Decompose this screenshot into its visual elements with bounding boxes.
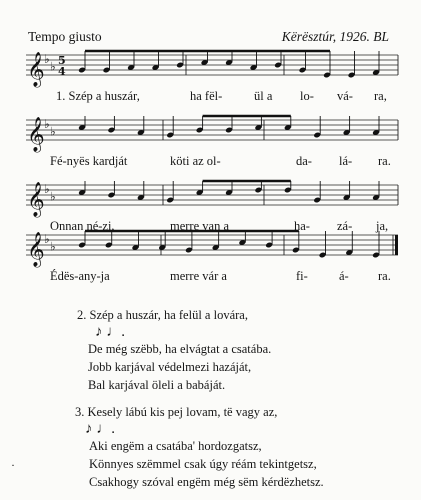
tempo-marking: Tempo giusto — [28, 29, 102, 44]
lyric-syllable: köti az ol- — [170, 154, 221, 168]
lyric-syllable: merre vár a — [170, 269, 227, 283]
lyric-syllable: lá- — [339, 154, 353, 168]
print-speck: · — [11, 458, 15, 472]
verse-line: De még szëbb, ha elvágtat a csatába. — [88, 342, 272, 356]
rhythm-notation: ♪ ♩. — [95, 324, 125, 340]
lyric-syllable: ra. — [378, 154, 391, 168]
lyric-syllable: vá- — [337, 89, 353, 103]
lyric-syllable: fi- — [296, 269, 308, 283]
lyric-syllable: ra. — [378, 269, 391, 283]
source-annotation: Kërësztúr, 1926. BL — [281, 29, 389, 44]
lyric-syllable: ül a — [254, 89, 273, 103]
lyric-syllable: lo- — [300, 89, 314, 103]
verse-line: Könnyes szëmmel csak úgy réám tekintgetsz, — [89, 457, 317, 471]
lyric-syllable: ja, — [376, 219, 389, 233]
verse-first-line: 3. Kesely lábú kis pej lovam, të vagy az, — [75, 405, 278, 419]
flat-sign: ♭ — [44, 52, 50, 66]
lyric-syllable: 1. Szép a huszár, — [56, 89, 140, 103]
lyric-syllable: ra, — [374, 89, 387, 103]
lyric-syllable: zá- — [337, 219, 353, 233]
lyric-syllable: ha- — [294, 219, 310, 233]
lyric-syllable: merre van a — [170, 219, 229, 233]
treble-clef: 𝄞 — [27, 52, 45, 87]
rhythm-notation: ♪ ♩. — [85, 421, 115, 437]
flat-sign: ♭ — [44, 182, 50, 196]
verse-line: Csakhogy szóval engëm még sëm kérdëzhetsz. — [89, 475, 324, 489]
verse-line: Jobb karjával védelmezi hazáját, — [88, 360, 252, 374]
time-signature-top: 5 — [58, 54, 66, 67]
treble-clef: 𝄞 — [27, 232, 45, 267]
flat-sign: ♭ — [44, 232, 50, 246]
verse-2 — [77, 306, 271, 394]
treble-clef: 𝄞 — [27, 182, 45, 217]
flat-sign: ♭ — [50, 239, 56, 254]
lyric-syllable: Édës-any-ja — [50, 269, 110, 283]
flat-sign: ♭ — [50, 59, 56, 74]
lyric-syllable: Fé-nyës kardját — [50, 154, 128, 168]
verse-line: Bal karjával öleli a babáját. — [88, 378, 226, 392]
lyric-syllable: ha fël- — [190, 89, 223, 103]
lyric-syllable: á- — [339, 269, 349, 283]
flat-sign: ♭ — [50, 189, 56, 204]
lyric-syllable: Onnan né-zi, — [50, 219, 115, 233]
flat-sign: ♭ — [50, 124, 56, 139]
verse-3 — [75, 403, 324, 491]
verse-first-line: 2. Szép a huszár, ha felül a lovára, — [77, 308, 248, 322]
treble-clef: 𝄞 — [27, 117, 45, 152]
flat-sign: ♭ — [44, 117, 50, 131]
lyric-syllable: da- — [296, 154, 312, 168]
time-signature-bottom: 4 — [58, 65, 66, 78]
verse-line: Aki engëm a csatába' hordozgatsz, — [89, 439, 262, 453]
